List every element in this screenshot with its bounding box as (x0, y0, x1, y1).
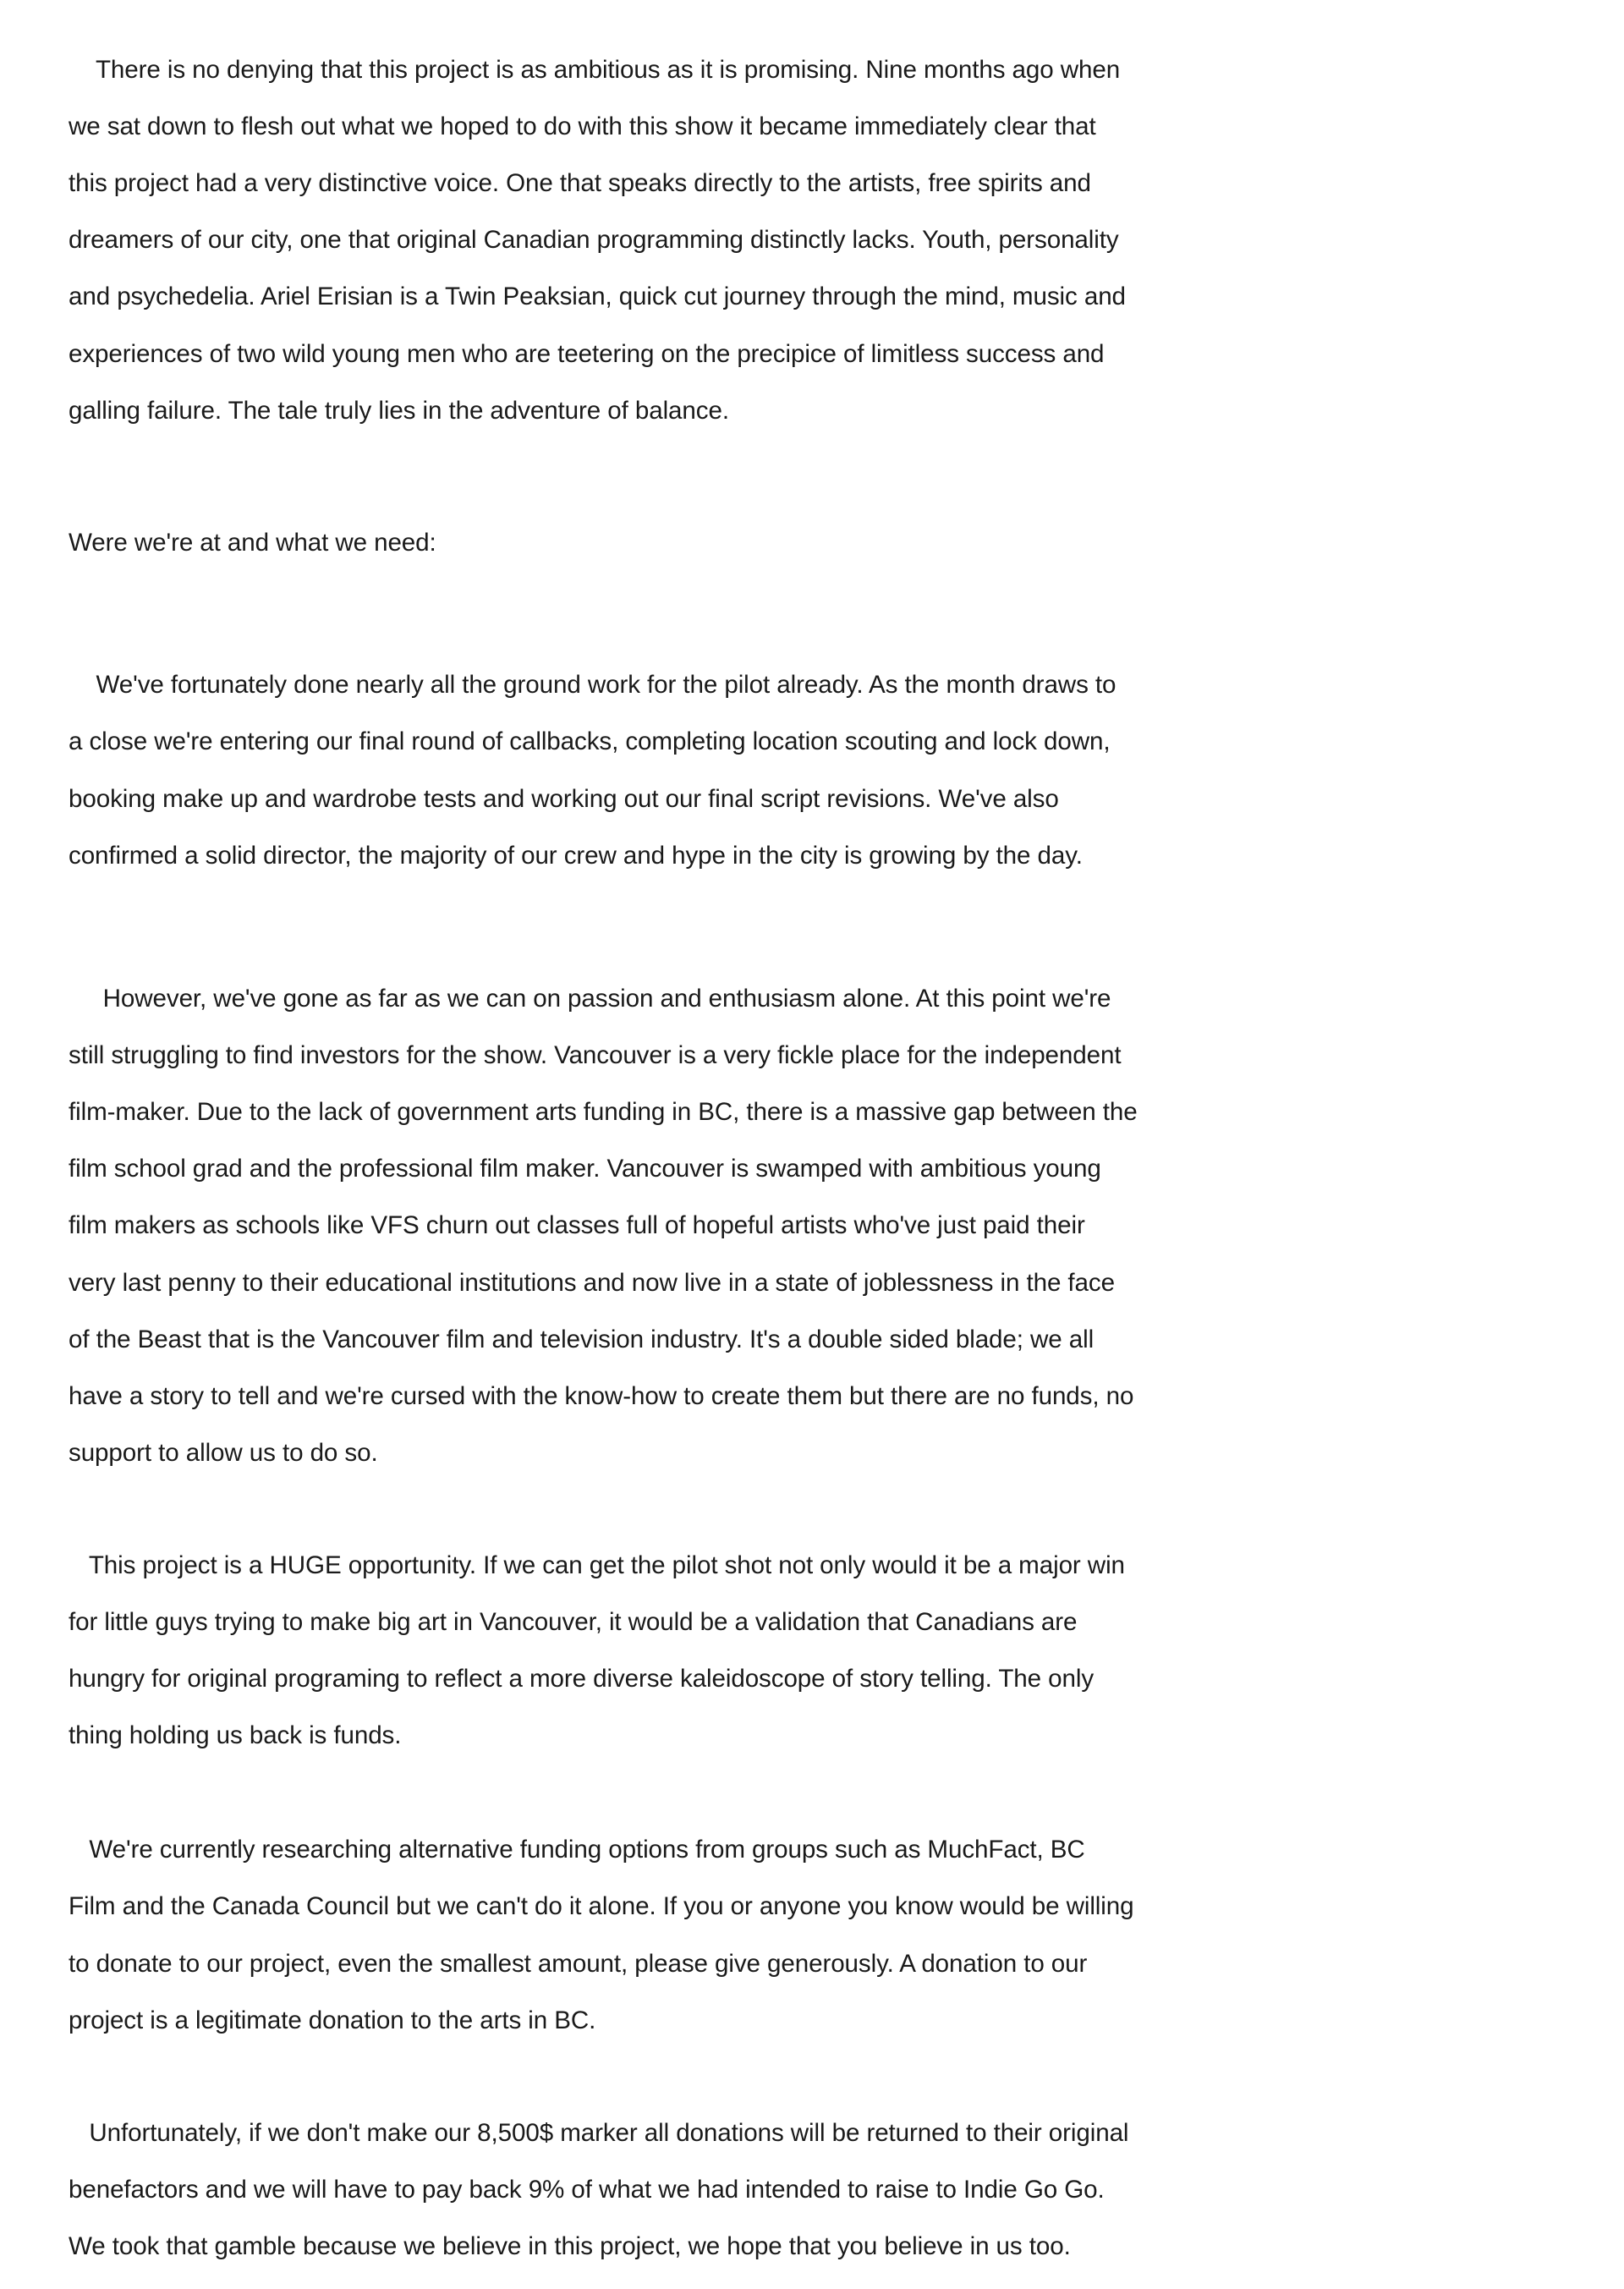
paragraph-spacer (69, 2063, 1219, 2090)
paragraph-opportunity (69, 1523, 1219, 1778)
text-line: dreamers of our city, one that original Canadian programming distinctly lacks. Youth, personality (69, 226, 1119, 255)
text-line: benefactors and we will have to pay back 9% of what we had intended to raise to Indie Go Go. (69, 2175, 1105, 2204)
text-line: support to allow us to do so. (69, 1439, 378, 1468)
text-line: to donate to our project, even the smallest amount, please give generously. A donation to our (69, 1949, 1088, 1978)
paragraph-spacer (69, 1496, 1219, 1523)
text-line: have a story to tell and we're cursed with the know-how to create them but there are no funds, no (69, 1381, 1134, 1410)
text-line: confirmed a solid director, the majority of our crew and hype in the city is growing by the day. (69, 841, 1083, 870)
text-line: this project had a very distinctive voice. One that speaks directly to the artists, free spirits and (69, 168, 1091, 197)
text-line: booking make up and wardrobe tests and working out our final script revisions. We've also (69, 784, 1059, 813)
text-line: and psychedelia. Ariel Erisian is a Twin Peaksian, quick cut journey through the mind, music and (69, 283, 1126, 311)
paragraph-progress (69, 643, 1219, 898)
text-line: This project is a HUGE opportunity. If we can get the pilot shot not only would it be a major win (69, 1551, 1125, 1579)
text-line: However, we've gone as far as we can on passion and enthusiasm alone. At this point we're (69, 984, 1111, 1013)
paragraph-spacer (69, 453, 1219, 500)
section-heading (69, 500, 1219, 585)
text-line: hungry for original programing to reflect a more diverse kaleidoscope of story telling. The only (69, 1665, 1095, 1693)
paragraph-spacer (69, 585, 1219, 643)
text-line: We're currently researching alternative funding options from groups such as MuchFact, BC (69, 1836, 1085, 1864)
text-line: of the Beast that is the Vancouver film and television industry. It's a double sided blade; we all (69, 1325, 1095, 1353)
text-line: Film and the Canada Council but we can't do it alone. If you or anyone you know would be willing (69, 1892, 1134, 1921)
text-line: Were we're at and what we need: (69, 528, 436, 557)
paragraph-intro (69, 27, 1219, 453)
text-line: film school grad and the professional film maker. Vancouver is swamped with ambitious young (69, 1155, 1101, 1183)
text-line: we sat down to flesh out what we hoped to do with this show it became immediately clear that (69, 112, 1096, 140)
paragraph-spacer (69, 1779, 1219, 1808)
text-line: project is a legitimate donation to the arts in BC. (69, 2006, 596, 2034)
text-line: experiences of two wild young men who are teetering on the precipice of limitless success and (69, 339, 1105, 368)
text-line: for little guys trying to make big art in Vancouver, it would be a validation that Canadians are (69, 1608, 1078, 1637)
text-line: a close we're entering our final round of callbacks, completing location scouting and lock down, (69, 727, 1111, 756)
text-line: galling failure. The tale truly lies in the adventure of balance. (69, 396, 729, 425)
text-line: Unfortunately, if we don't make our 8,500$ marker all donations will be returned to their original (69, 2118, 1129, 2147)
document-body (69, 27, 1219, 2289)
text-line: We took that gamble because we believe in this project, we hope that you believe in us too. (69, 2231, 1071, 2260)
text-line: film makers as schools like VFS churn out classes full of hopeful artists who've just paid their (69, 1211, 1085, 1240)
paragraph-funding-struggle (69, 956, 1219, 1496)
text-line: still struggling to find investors for the show. Vancouver is a very fickle place for the independent (69, 1040, 1122, 1069)
paragraph-spacer (69, 898, 1219, 956)
text-line: film-maker. Due to the lack of government arts funding in BC, there is a massive gap between the (69, 1098, 1138, 1126)
paragraph-alternative-funding (69, 1808, 1219, 2063)
text-line: We've fortunately done nearly all the ground work for the pilot already. As the month draws to (69, 671, 1116, 700)
text-line: very last penny to their educational institutions and now live in a state of joblessness in the face (69, 1268, 1115, 1297)
text-line: There is no denying that this project is as ambitious as it is promising. Nine months ago when (69, 55, 1121, 84)
paragraph-closing (69, 2090, 1219, 2289)
text-line: thing holding us back is funds. (69, 1721, 402, 1750)
